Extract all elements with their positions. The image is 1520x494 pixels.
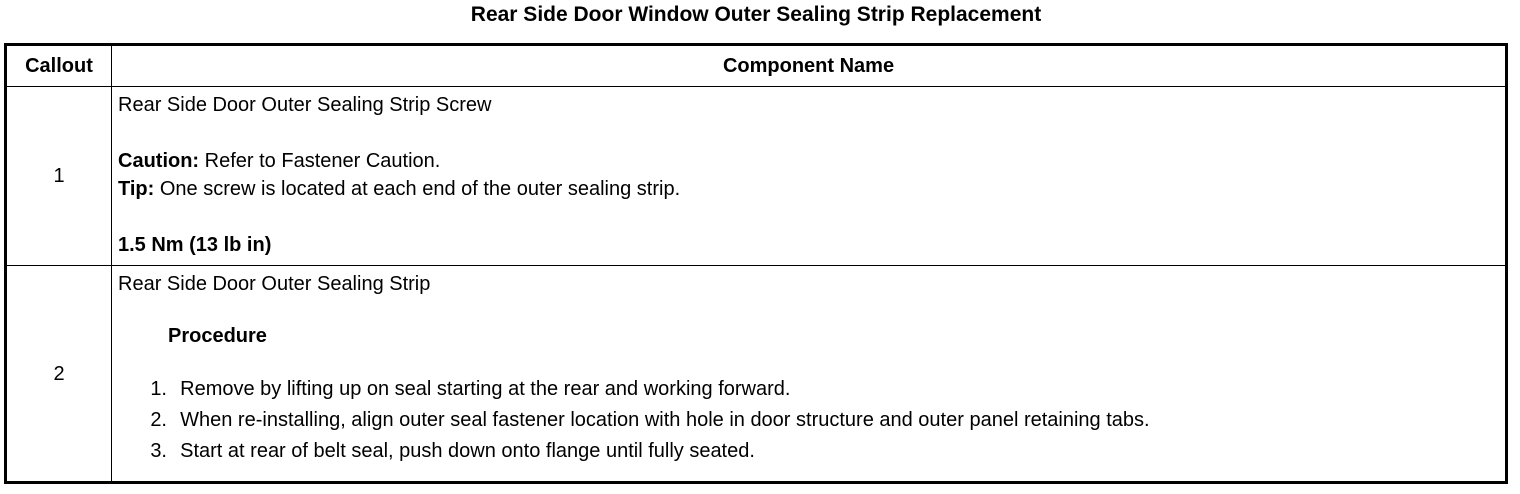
procedure-steps	[118, 374, 1499, 467]
caution-note	[118, 147, 1499, 175]
table-row	[6, 87, 1507, 266]
tip-label: Tip:	[118, 178, 155, 200]
header-component-name: Component Name	[112, 45, 1507, 87]
table-header-row	[6, 45, 1507, 87]
component-cell	[112, 266, 1507, 483]
list-item: 3. Start at rear of belt seal, push down onto flange until fully seated.	[150, 440, 755, 462]
procedure-heading: Procedure	[168, 325, 267, 347]
callout-number: 2	[6, 266, 112, 483]
torque-spec: 1.5 Nm (13 lb in)	[118, 234, 272, 256]
callout-number: 1	[6, 87, 112, 266]
component-cell	[112, 87, 1507, 266]
table-row	[6, 266, 1507, 483]
component-table	[4, 43, 1508, 484]
list-item: 1. Remove by lifting up on seal starting at the rear and working forward.	[150, 378, 791, 400]
caution-text: Refer to Fastener Caution.	[199, 150, 441, 172]
header-callout: Callout	[6, 45, 112, 87]
list-item: 2. When re-installing, align outer seal fastener location with hole in door structure and outer panel retaining tabs.	[150, 409, 1150, 431]
caution-label: Caution:	[118, 150, 200, 172]
page-title: Rear Side Door Window Outer Sealing Strip Replacement	[470, 3, 1042, 26]
component-name: Rear Side Door Outer Sealing Strip	[118, 273, 431, 295]
component-name: Rear Side Door Outer Sealing Strip Screw	[118, 94, 492, 116]
tip-text: One screw is located at each end of the outer sealing strip.	[154, 178, 681, 200]
tip-note	[118, 175, 1499, 203]
